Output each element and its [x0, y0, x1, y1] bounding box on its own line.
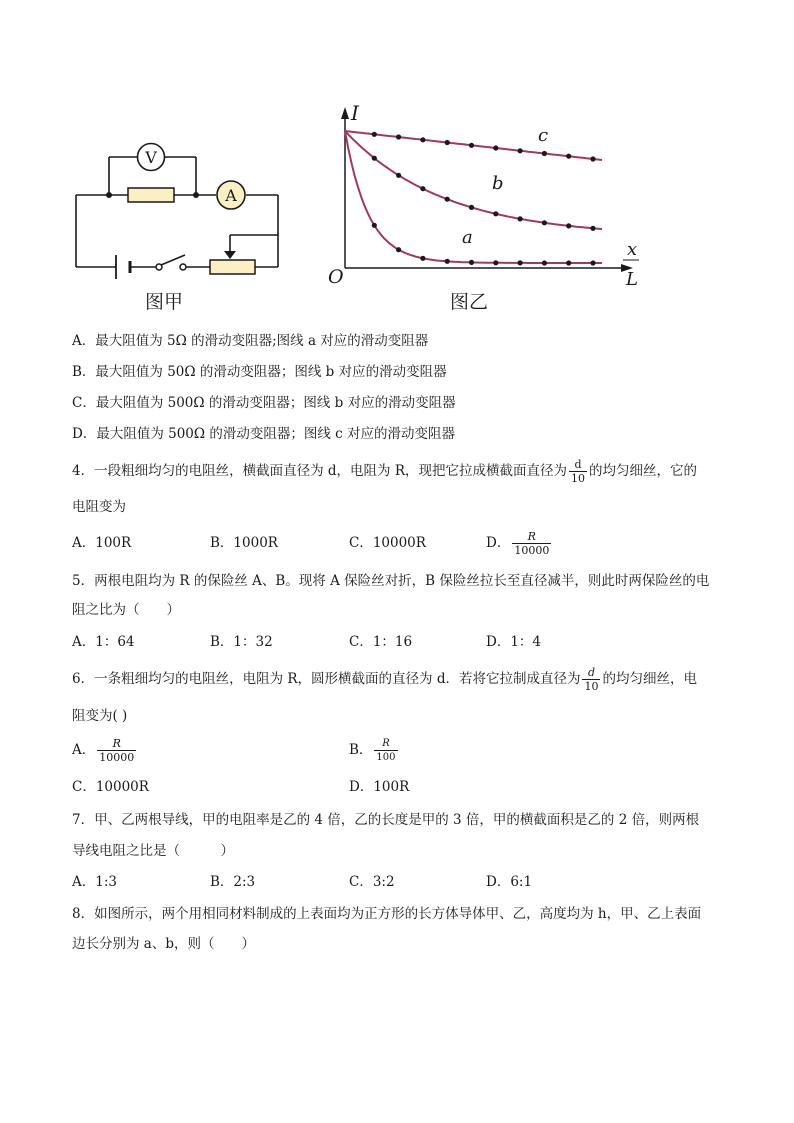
curve-b-point	[469, 205, 474, 210]
q5-stem-line1: 5．两根电阻均为 R 的保险丝 A、B。现将 A 保险丝对折，B 保险丝拉长至直径减半，则此时两保险丝的电	[72, 573, 710, 589]
q6-option-a-prefix: A．	[72, 742, 96, 758]
q6-stem-line2: 阻变为( )	[72, 708, 128, 724]
q8-stem-line2: 边长分别为 a、b，则（ ）	[72, 936, 255, 952]
q6-option-b	[349, 733, 400, 767]
curve-a-point	[372, 223, 377, 228]
curve-b-point	[590, 226, 595, 231]
curve-c-point	[542, 151, 547, 156]
q6-option-a	[72, 733, 138, 767]
q3-option-a: A．最大阻值为 5Ω 的滑动变阻器;图线 a 对应的滑动变阻器	[72, 333, 429, 349]
curve-a-point	[469, 260, 474, 265]
current-length-graph	[325, 95, 655, 295]
q3-option-b: B．最大阻值为 50Ω 的滑动变阻器；图线 b 对应的滑动变阻器	[72, 364, 447, 380]
q5-option-c: C．1：16	[349, 634, 413, 650]
q7-option-c: C．3:2	[349, 874, 395, 890]
q6-option-d: D．100R	[349, 779, 410, 795]
circuit-caption: 图甲	[145, 291, 184, 313]
q4-option-d-den: 10000	[514, 544, 550, 557]
curve-a-label: a	[462, 227, 473, 248]
q6-stem-line1	[72, 663, 697, 695]
q6-option-a-den: 10000	[99, 751, 135, 764]
curve-a	[345, 131, 602, 263]
curve-c-point	[518, 148, 523, 153]
curve-a-point	[420, 256, 425, 261]
curve-b-point	[372, 156, 377, 161]
q6-stem-part1: 6．一条粗细均匀的电阻丝，电阻为 R，圆形横截面的直径为 d．若将它拉制成直径为	[72, 671, 581, 687]
rheostat	[210, 260, 255, 274]
q4-option-c: C．10000R	[349, 535, 426, 551]
q8-stem-line1: 8．如图所示，两个用相同材料制成的上表面均为正方形的长方体导体甲、乙，高度均为 h，甲、乙上表面	[72, 906, 702, 922]
q7-stem-line1: 7．甲、乙两根导线，甲的电阻率是乙的 4 倍，乙的长度是甲的 3 倍，甲的横截面积是乙的 2 倍，则两根	[72, 812, 700, 828]
curve-a-point	[566, 260, 571, 265]
curve-c-point	[590, 156, 595, 161]
q4-option-b: B．1000R	[210, 535, 278, 551]
q7-option-a: A．1:3	[72, 874, 117, 890]
curve-b-label: b	[492, 173, 504, 194]
curve-a-point	[518, 260, 523, 265]
q4-option-a: A．100R	[72, 535, 132, 551]
q4-option-d	[486, 526, 553, 560]
q7-option-b: B．2:3	[210, 874, 256, 890]
q3-option-d: D．最大阻值为 500Ω 的滑动变阻器；图线 c 对应的滑动变阻器	[72, 426, 456, 442]
q4-stem-line1	[72, 455, 697, 487]
q6-option-b-num: R	[374, 737, 397, 751]
q4-stem-part2: 的均匀细丝，它的	[588, 463, 697, 479]
graph-caption: 图乙	[450, 291, 489, 313]
q4-stem-part1: 4．一段粗细均匀的电阻丝，横截面直径为 d，电阻为 R，现把它拉成横截面直径为	[72, 463, 567, 479]
y-axis-label: I	[351, 101, 359, 125]
curve-a-point	[445, 259, 450, 264]
q4-stem-line2: 电阻变为	[72, 499, 126, 515]
q3-option-c: C．最大阻值为 500Ω 的滑动变阻器；图线 b 对应的滑动变阻器	[72, 395, 456, 411]
curve-c-point	[372, 132, 377, 137]
switch-icon	[156, 255, 186, 270]
curve-a-point	[542, 260, 547, 265]
q4-frac-den: 10	[570, 472, 585, 485]
curve-b-point	[518, 216, 523, 221]
q6-stem-part2: 的均匀细丝，电	[602, 671, 697, 687]
curve-c-point	[420, 137, 425, 142]
q4-frac-num: d	[569, 458, 587, 472]
curve-b-point	[445, 197, 450, 202]
curve-c-point	[566, 154, 571, 159]
figure-row	[60, 95, 740, 320]
voltmeter-label: V	[145, 148, 157, 167]
ammeter-label: A	[225, 186, 237, 205]
curve-a-point	[396, 247, 401, 252]
q6-option-a-num: R	[97, 737, 136, 751]
battery-icon	[116, 255, 130, 279]
q6-fraction	[582, 666, 600, 693]
curve-a-points	[372, 223, 596, 266]
q6-frac-num: d	[582, 666, 600, 680]
q5-option-b: B．1：32	[210, 634, 273, 650]
q6-option-b-prefix: B．	[349, 742, 373, 758]
q4-option-d-num: R	[512, 530, 551, 544]
q6-option-c: C．10000R	[72, 779, 149, 795]
q6-frac-den: 10	[584, 680, 599, 693]
curve-c-point	[396, 134, 401, 139]
curve-b-point	[396, 173, 401, 178]
curve-c-point	[469, 143, 474, 148]
curve-a-point	[493, 260, 498, 265]
q5-option-d: D．1：4	[486, 634, 542, 650]
q5-option-a: A．1：64	[72, 634, 135, 650]
q4-option-d-prefix: D．	[486, 535, 511, 551]
curve-c-point	[445, 140, 450, 145]
curve-a-point	[590, 260, 595, 265]
curve-b-point	[493, 211, 498, 216]
origin-label: O	[328, 266, 344, 288]
q5-stem-line2: 阻之比为（ ）	[72, 602, 180, 618]
resistor	[128, 188, 174, 202]
curve-b-points	[372, 156, 596, 231]
q4-fraction	[569, 458, 587, 485]
curve-b-point	[566, 223, 571, 228]
curve-b-point	[542, 220, 547, 225]
curve-c-label: c	[538, 125, 549, 146]
curve-c-point	[493, 145, 498, 150]
curve-b-point	[420, 186, 425, 191]
x-axis-label-top: x	[627, 239, 638, 260]
q6-option-b-den: 100	[376, 752, 396, 763]
q7-option-d: D．6:1	[486, 874, 533, 890]
x-axis-label-bottom: L	[626, 269, 638, 290]
q7-stem-line2: 导线电阻之比是（ ）	[72, 843, 234, 859]
